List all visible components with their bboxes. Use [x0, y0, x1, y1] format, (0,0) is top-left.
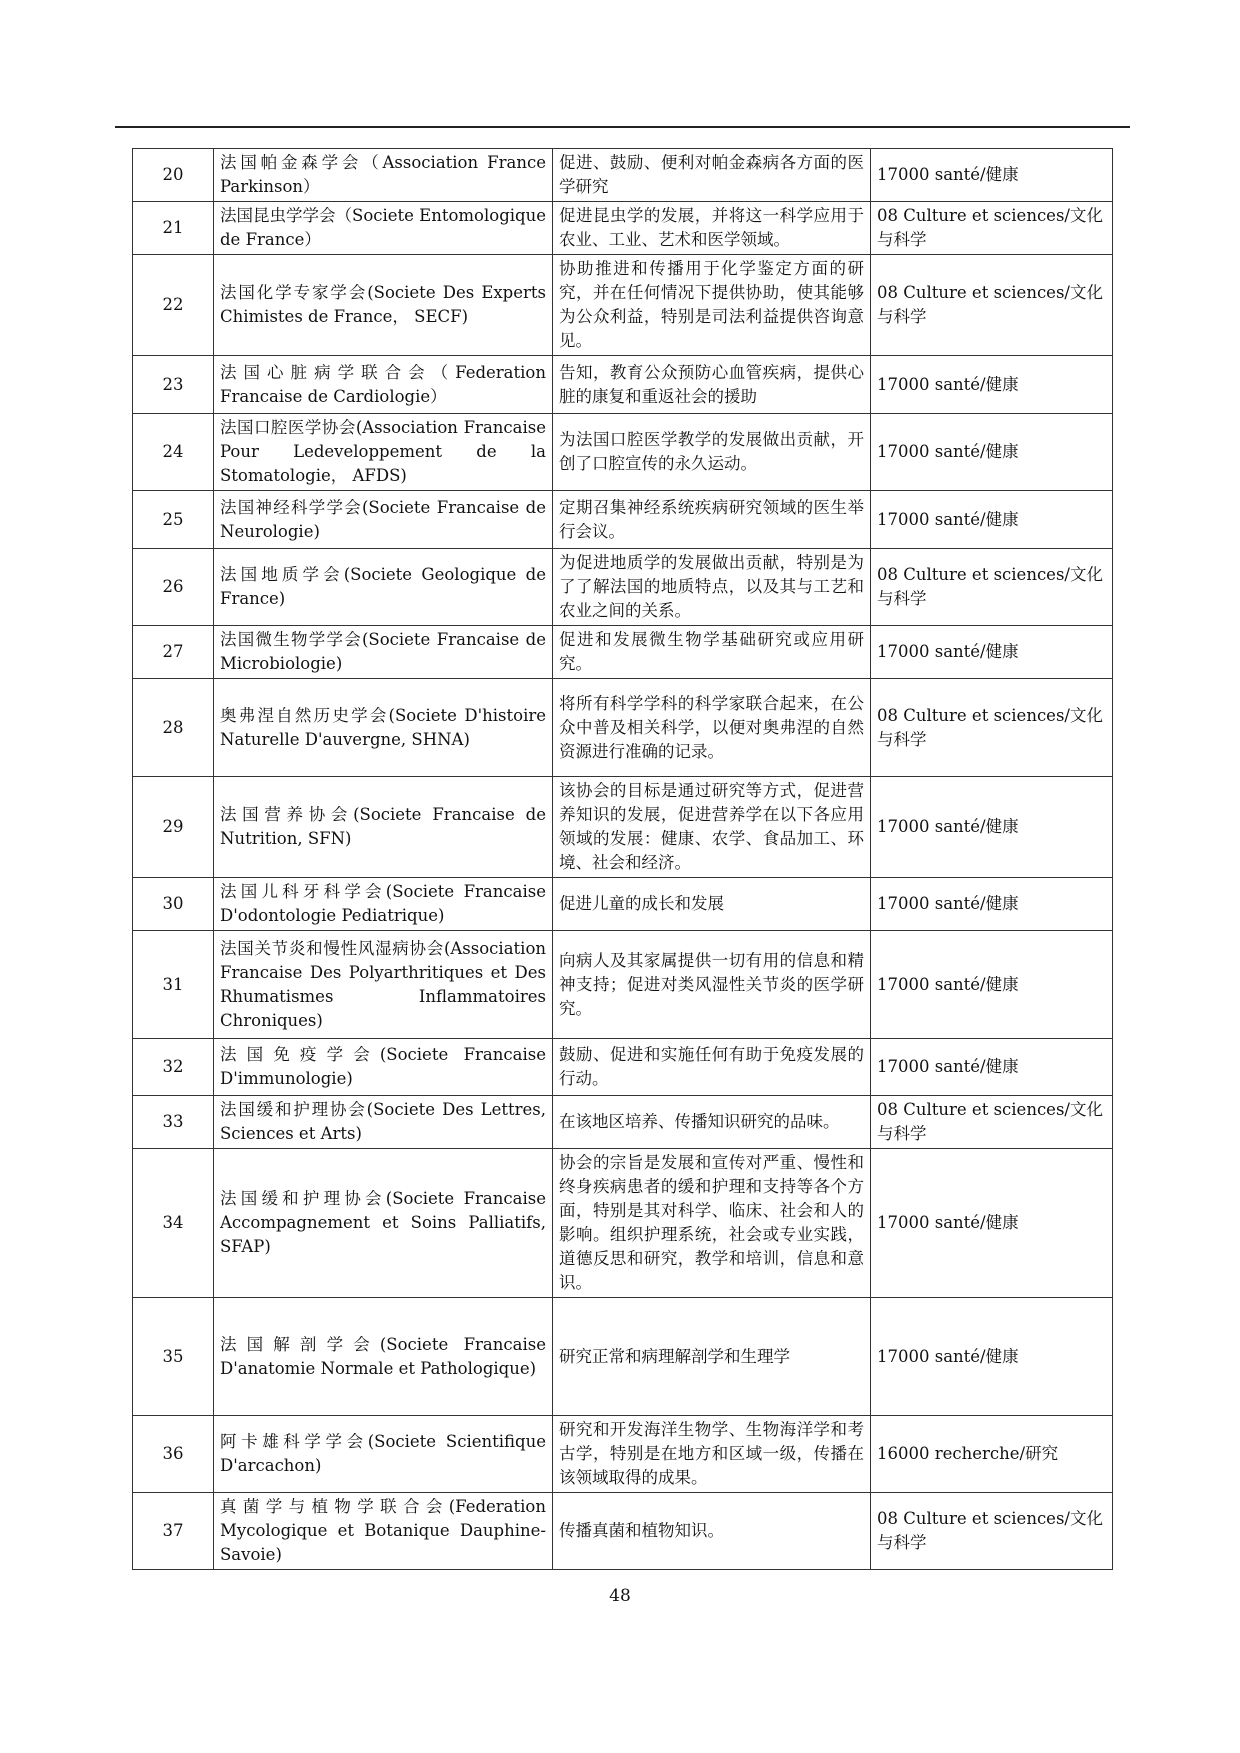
- row-number: 33: [133, 1096, 214, 1149]
- association-description: 定期召集神经系统疾病研究领域的医生举行会议。: [553, 491, 871, 549]
- association-description: 向病人及其家属提供一切有用的信息和精神支持；促进对类风湿性关节炎的医学研究。: [553, 931, 871, 1039]
- association-description: 研究正常和病理解剖学和生理学: [553, 1298, 871, 1416]
- table-row: [133, 1298, 1113, 1416]
- row-number: 36: [133, 1416, 214, 1493]
- association-category: 17000 santé/健康: [871, 356, 1113, 414]
- table-body: [133, 149, 1113, 1570]
- table-row: [133, 1416, 1113, 1493]
- association-description: 告知，教育公众预防心血管疾病，提供心脏的康复和重返社会的援助: [553, 356, 871, 414]
- association-name: 法国化学专家学会(Societe Des Experts Chimistes de France， SECF): [214, 255, 553, 356]
- table-row: [133, 1039, 1113, 1096]
- association-name: 法国免疫学会(Societe Francaise D'immunologie): [214, 1039, 553, 1096]
- association-description: 研究和开发海洋生物学、生物海洋学和考古学，特别是在地方和区域一级，传播在该领域取得的成果。: [553, 1416, 871, 1493]
- association-category: 17000 santé/健康: [871, 1039, 1113, 1096]
- association-name: 法国营养协会(Societe Francaise de Nutrition, SFN): [214, 777, 553, 878]
- association-description: 将所有科学学科的科学家联合起来，在公众中普及相关科学，以便对奥弗涅的自然资源进行准确的记录。: [553, 679, 871, 777]
- row-number: 28: [133, 679, 214, 777]
- association-name: 真菌学与植物学联合会(Federation Mycologique et Botanique Dauphine-Savoie): [214, 1493, 553, 1570]
- association-name: 法国解剖学会(Societe Francaise D'anatomie Normale et Pathologique): [214, 1298, 553, 1416]
- association-name: 法国微生物学学会(Societe Francaise de Microbiologie): [214, 626, 553, 679]
- association-name: 奥弗涅自然历史学会(Societe D'histoire Naturelle D'auvergne, SHNA): [214, 679, 553, 777]
- row-number: 37: [133, 1493, 214, 1570]
- association-category: 08 Culture et sciences/文化与科学: [871, 549, 1113, 626]
- row-number: 26: [133, 549, 214, 626]
- association-category: 08 Culture et sciences/文化与科学: [871, 1493, 1113, 1570]
- association-description: 促进儿童的成长和发展: [553, 878, 871, 931]
- row-number: 35: [133, 1298, 214, 1416]
- association-description: 促进和发展微生物学基础研究或应用研究。: [553, 626, 871, 679]
- row-number: 25: [133, 491, 214, 549]
- association-category: 08 Culture et sciences/文化与科学: [871, 202, 1113, 255]
- table-row: [133, 626, 1113, 679]
- association-description: 协助推进和传播用于化学鉴定方面的研究，并在任何情况下提供协助，使其能够为公众利益，特别是司法利益提供咨询意见。: [553, 255, 871, 356]
- table-row: [133, 1149, 1113, 1298]
- association-category: 08 Culture et sciences/文化与科学: [871, 1096, 1113, 1149]
- association-description: 协会的宗旨是发展和宣传对严重、慢性和终身疾病患者的缓和护理和支持等各个方面，特别是其对科学、临床、社会和人的影响。组织护理系统，社会或专业实践，道德反思和研究，教学和培训，信息和意识。: [553, 1149, 871, 1298]
- table-row: [133, 491, 1113, 549]
- table-row: [133, 777, 1113, 878]
- row-number: 27: [133, 626, 214, 679]
- table-row: [133, 931, 1113, 1039]
- table-row: [133, 356, 1113, 414]
- association-category: 17000 santé/健康: [871, 149, 1113, 202]
- row-number: 22: [133, 255, 214, 356]
- association-category: 17000 santé/健康: [871, 626, 1113, 679]
- table-row: [133, 1493, 1113, 1570]
- association-description: 鼓励、促进和实施任何有助于免疫发展的行动。: [553, 1039, 871, 1096]
- association-description: 为法国口腔医学教学的发展做出贡献，开创了口腔宣传的永久运动。: [553, 414, 871, 491]
- association-description: 促进昆虫学的发展，并将这一科学应用于农业、工业、艺术和医学领域。: [553, 202, 871, 255]
- association-description: 传播真菌和植物知识。: [553, 1493, 871, 1570]
- association-name: 法国口腔医学协会(Association Francaise Pour Ledeveloppement de la Stomatologie， AFDS): [214, 414, 553, 491]
- row-number: 31: [133, 931, 214, 1039]
- association-name: 法国儿科牙科学会(Societe Francaise D'odontologie Pediatrique): [214, 878, 553, 931]
- association-description: 为促进地质学的发展做出贡献，特别是为了了解法国的地质特点，以及其与工艺和农业之间的关系。: [553, 549, 871, 626]
- row-number: 21: [133, 202, 214, 255]
- association-name: 法国关节炎和慢性风湿病协会(Association Francaise Des Polyarthritiques et Des Rhumatismes Inflammatoires Chroniques): [214, 931, 553, 1039]
- row-number: 34: [133, 1149, 214, 1298]
- association-name: 法国心脏病学联合会（Federation Francaise de Cardiologie）: [214, 356, 553, 414]
- association-category: 08 Culture et sciences/文化与科学: [871, 679, 1113, 777]
- association-category: 17000 santé/健康: [871, 491, 1113, 549]
- association-category: 16000 recherche/研究: [871, 1416, 1113, 1493]
- table-row: [133, 679, 1113, 777]
- table-row: [133, 1096, 1113, 1149]
- table-row: [133, 414, 1113, 491]
- association-name: 阿卡雄科学学会(Societe Scientifique D'arcachon): [214, 1416, 553, 1493]
- row-number: 20: [133, 149, 214, 202]
- table-row: [133, 149, 1113, 202]
- row-number: 32: [133, 1039, 214, 1096]
- header-rule: [115, 126, 1130, 128]
- association-table: [132, 148, 1113, 1570]
- association-name: 法国缓和护理协会(Societe Francaise Accompagnement et Soins Palliatifs, SFAP): [214, 1149, 553, 1298]
- row-number: 24: [133, 414, 214, 491]
- association-category: 17000 santé/健康: [871, 1149, 1113, 1298]
- association-category: 17000 santé/健康: [871, 1298, 1113, 1416]
- table-row: [133, 878, 1113, 931]
- page-number: 48: [609, 1586, 631, 1606]
- association-name: 法国帕金森学会（Association France Parkinson）: [214, 149, 553, 202]
- table-row: [133, 549, 1113, 626]
- association-category: 17000 santé/健康: [871, 414, 1113, 491]
- association-description: 该协会的目标是通过研究等方式，促进营养知识的发展，促进营养学在以下各应用领域的发展：健康、农学、食品加工、环境、社会和经济。: [553, 777, 871, 878]
- association-name: 法国缓和护理协会(Societe Des Lettres, Sciences et Arts): [214, 1096, 553, 1149]
- table-row: [133, 255, 1113, 356]
- row-number: 23: [133, 356, 214, 414]
- row-number: 29: [133, 777, 214, 878]
- association-description: 促进、鼓励、便利对帕金森病各方面的医学研究: [553, 149, 871, 202]
- association-name: 法国神经科学学会(Societe Francaise de Neurologie): [214, 491, 553, 549]
- association-category: 17000 santé/健康: [871, 931, 1113, 1039]
- row-number: 30: [133, 878, 214, 931]
- association-category: 17000 santé/健康: [871, 878, 1113, 931]
- association-description: 在该地区培养、传播知识研究的品味。: [553, 1096, 871, 1149]
- association-category: 08 Culture et sciences/文化与科学: [871, 255, 1113, 356]
- association-category: 17000 santé/健康: [871, 777, 1113, 878]
- association-name: 法国地质学会(Societe Geologique de France): [214, 549, 553, 626]
- association-name: 法国昆虫学学会（Societe Entomologique de France）: [214, 202, 553, 255]
- table-row: [133, 202, 1113, 255]
